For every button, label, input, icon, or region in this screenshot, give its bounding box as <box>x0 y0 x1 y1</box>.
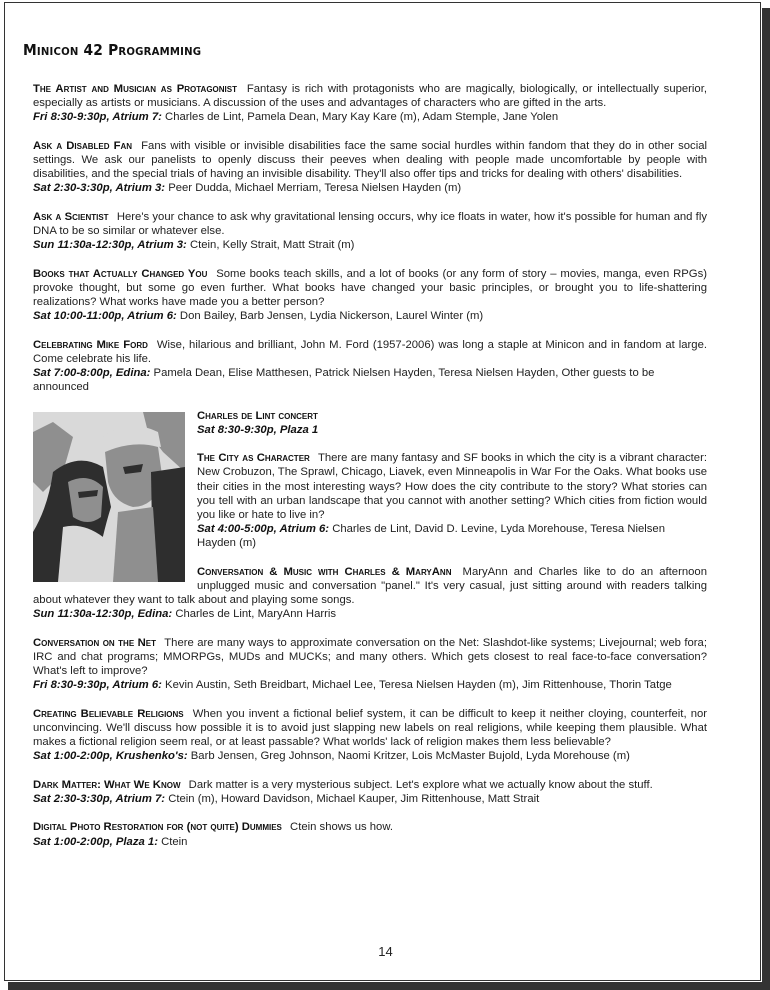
entry-schedule <box>33 835 707 849</box>
entry-time-location: Sat 4:00-5:00p, Atrium 6: <box>197 523 330 536</box>
program-entry <box>33 636 707 693</box>
entry-time-location: Sat 8:30-9:30p, Plaza 1 <box>197 423 319 436</box>
entry-description: There are many fantasy and SF books in which the city is a vibrant character: New Crobuzon, The Sprawl, Chicago, Liavek, even Minneapolis in War For the Oaks. What books use their cities in the most interesting ways? How does the city contribute to the story? What stories can you tell with an urban landscape that you cannot with another setting? Which cities from fiction would you like or hate to live in? <box>197 452 707 521</box>
entry-description: Here's your chance to ask why gravitational lensing occurs, why ice floats in water, how it's possible for human and fly DNA to be so similar or whatever else. <box>33 210 707 237</box>
entry-schedule <box>33 181 707 195</box>
entry-panelists: Peer Dudda, Michael Merriam, Teresa Nielsen Hayden (m) <box>168 182 462 195</box>
entry-title: Dark Matter: What We Know <box>33 778 181 791</box>
entry-schedule <box>33 309 707 323</box>
entry-title: The Artist and Musician as Protagonist <box>33 83 238 95</box>
entry-description: When you invent a fictional belief system, it can be difficult to keep it neither cloying, counterfeit, nor unconvincing. We'll discuss how possible it is to avoid just slapping new labels on real religions, while keeping them plausible. What makes a fictional religion seem real, or at least passable? What worlds' lack of religion makes them less believable? <box>33 707 708 749</box>
photo-shirt <box>113 507 158 582</box>
entry-panelists: Ctein <box>161 835 188 848</box>
program-entry <box>33 267 707 324</box>
page-shadow-right <box>762 8 770 990</box>
entry-panelists: Ctein, Kelly Strait, Matt Strait (m) <box>189 239 355 252</box>
photo-block <box>33 409 707 636</box>
entry-description: MaryAnn and Charles like to do an afternoon unplugged music and conversation "panel." It's very casual, just sitting around with readers talking about whatever they want to talk about and playing some songs. <box>33 565 707 607</box>
entry-title: Conversation & Music with Charles & MaryAnn <box>197 565 452 578</box>
entry-schedule <box>33 366 707 394</box>
entry-schedule <box>33 110 707 124</box>
entry-time-location: Sat 10:00-11:00p, Atrium 6: <box>33 310 177 323</box>
entry-description: Ctein shows us how. <box>290 821 394 834</box>
entry-description: Some books teach skills, and a lot of books (or any form of story – movies, manga, even RPGs) provoke thought, but some go even further. What books have changed your basic principles, or brought you to life-shattering realizations? What works have made you a better person? <box>33 267 707 308</box>
entry-time-location: Fri 8:30-9:30p, Atrium 7: <box>33 111 162 124</box>
entry-schedule <box>33 238 707 252</box>
entry-title: Ask a Disabled Fan <box>33 139 133 152</box>
entry-panelists: Charles de Lint, MaryAnn Harris <box>175 608 337 621</box>
entry-title: Celebrating Mike Ford <box>33 338 148 351</box>
entry-title: Conversation on the Net <box>33 636 157 649</box>
entry-panelists: Ctein (m), Howard Davidson, Michael Kauper, Jim Rittenhouse, Matt Strait <box>168 793 540 805</box>
entry-time-location: Sat 1:00-2:00p, Plaza 1: <box>33 835 158 848</box>
entry-description: Dark matter is a very mysterious subject. Let's explore what we actually know about the stuff. <box>188 778 653 791</box>
entry-schedule <box>33 792 707 806</box>
entry-time-location: Sun 11:30a-12:30p, Edina: <box>33 608 173 621</box>
entry-time-location: Sat 2:30-3:30p, Atrium 7: <box>33 793 166 805</box>
entry-panelists: Barb Jensen, Greg Johnson, Naomi Kritzer, Lois McMaster Bujold, Lyda Morehouse (m) <box>190 750 630 763</box>
photo-sweater <box>58 525 105 581</box>
program-entry <box>33 338 707 395</box>
guest-photo <box>33 412 185 582</box>
entry-title: The City as Character <box>197 452 310 465</box>
program-entry <box>33 82 707 125</box>
page-title: Minicon 42 Programming <box>23 41 202 59</box>
entry-title: Digital Photo Restoration for (not quite) Dummies <box>33 821 282 834</box>
page-number: 14 <box>378 944 393 959</box>
photo-face-left <box>68 478 103 522</box>
photo-image <box>33 412 185 582</box>
entry-description: Wise, hilarious and brilliant, John M. Ford (1957-2006) was long a staple at Minicon and in fandom at large. Come celebrate his life. <box>33 338 707 365</box>
entry-panelists: Charles de Lint, Pamela Dean, Mary Kay Kare (m), Adam Stemple, Jane Yolen <box>165 111 559 124</box>
entry-description: Fans with visible or invisible disabilities face the same social hurdles within fandom that they do in other social settings. We ask our panelists to openly discuss their peeves when dealing with people made uncomfortable by people with disabilities, and the special trials of having an invisible disability. They'll also offer tips and tricks for dealing with others' disabilities. <box>33 139 707 181</box>
entry-description: There are many ways to approximate conversation on the Net: Slashdot-like systems; Livejournal; web fora; IRC and chat programs; MMORPGs, MUDs and MUCKs; and many others. Which gets closest to real face-to-face conversation? What's left to improve? <box>33 636 707 678</box>
entry-time-location: Sat 2:30-3:30p, Atrium 3: <box>33 182 166 195</box>
entry-schedule <box>33 678 707 692</box>
entry-title: Charles de Lint concert <box>197 409 318 422</box>
entry-panelists: Charles de Lint, David D. Levine, Lyda Morehouse, Teresa Nielsen Hayden (m) <box>197 523 665 550</box>
entry-time-location: Fri 8:30-9:30p, Atrium 6: <box>33 679 162 692</box>
entry-panelists: Pamela Dean, Elise Matthesen, Patrick Nielsen Hayden, Teresa Nielsen Hayden, Other guests to be announced <box>33 367 655 394</box>
entry-title: Books that Actually Changed You <box>33 267 208 280</box>
program-entry <box>33 820 707 848</box>
entry-title: Creating Believable Religions <box>33 707 184 720</box>
program-listing <box>33 82 707 863</box>
program-entry <box>33 707 707 764</box>
entry-panelists: Don Bailey, Barb Jensen, Lydia Nickerson, Laurel Winter (m) <box>179 310 484 323</box>
document-page <box>4 2 761 981</box>
entry-time-location: Sat 1:00-2:00p, Krushenko's: <box>33 750 188 763</box>
entry-title: Ask a Scientist <box>33 210 109 223</box>
entry-description: Fantasy is rich with protagonists who are magically, biologically, or intellectually superior, especially as artists or musicians. A discussion of the uses and advantages of characters who are gifted in the arts. <box>33 83 707 110</box>
entry-time-location: Sat 7:00-8:00p, Edina: <box>33 367 151 379</box>
program-entry <box>33 778 707 806</box>
program-entry <box>33 139 707 196</box>
page-shadow-bottom <box>8 982 770 990</box>
entry-schedule <box>33 607 707 621</box>
entry-schedule <box>33 749 707 763</box>
entry-time-location: Sun 11:30a-12:30p, Atrium 3: <box>33 239 187 252</box>
entry-panelists: Kevin Austin, Seth Breidbart, Michael Lee, Teresa Nielsen Hayden (m), Jim Rittenhouse, Thorin Tatge <box>165 679 672 692</box>
program-entry <box>33 210 707 253</box>
